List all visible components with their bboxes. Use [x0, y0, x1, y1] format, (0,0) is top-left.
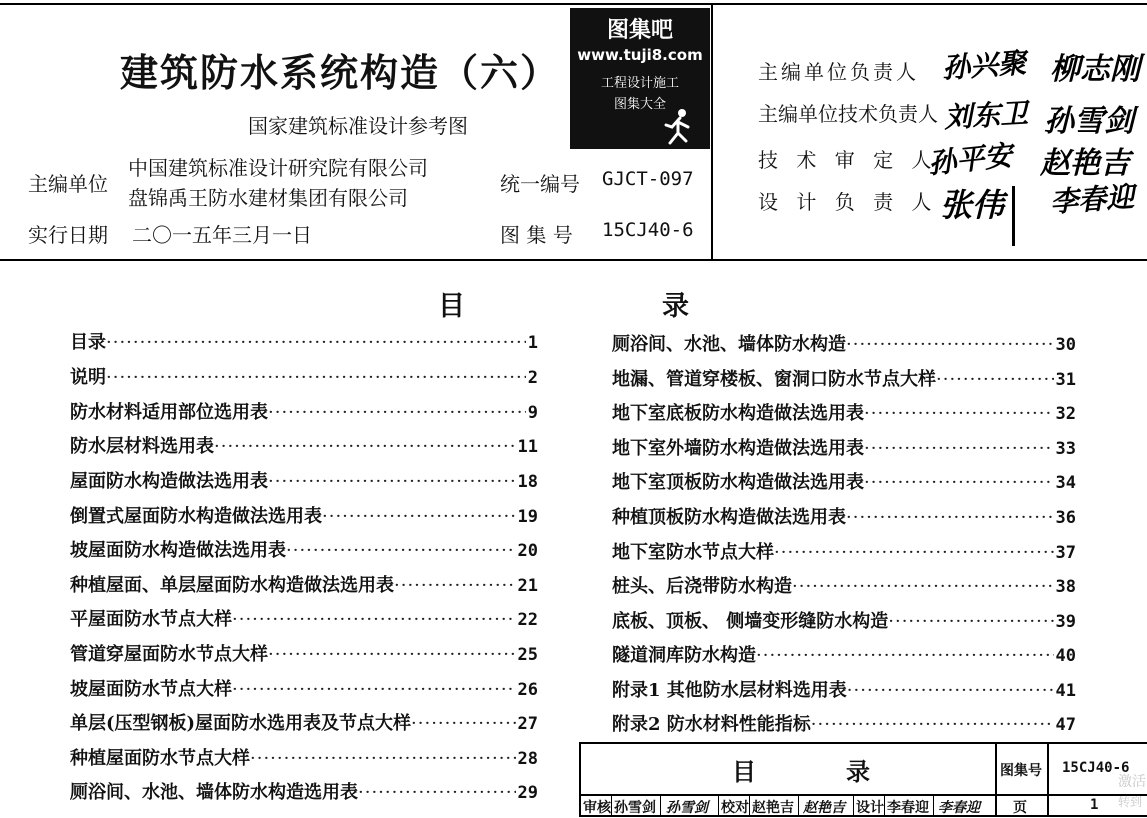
atlas-no-label: 图 集 号	[500, 223, 573, 247]
toc-item[interactable]: 地下室防水节点大样 ····· 37	[612, 538, 1076, 564]
toc-item[interactable]: 管道穿屋面防水节点大样 ····· 25	[70, 640, 538, 666]
tuji8-logo	[570, 8, 710, 149]
date-value: 二〇一五年三月一日	[132, 223, 312, 247]
toc-heading-left: 目	[438, 291, 465, 322]
review-label: 审核	[583, 800, 611, 816]
review-name: 孙雪剑	[614, 800, 656, 816]
activation-watermark: 激活 转到	[1118, 774, 1146, 809]
toc-item[interactable]: 说明 ····· 2	[70, 363, 538, 389]
toc-item[interactable]: 厕浴间、水池、墙体防水构造选用表 ····· 29	[70, 778, 538, 804]
check-label: 校对	[721, 800, 749, 816]
title-block-name-right: 录	[846, 758, 870, 786]
toc-item[interactable]: 防水材料适用部位选用表 ····· 9	[70, 398, 538, 424]
responsible-sig-4b: 李春迎	[1049, 180, 1136, 219]
document-subtitle: 国家建筑标准设计参考图	[248, 114, 468, 138]
toc-item[interactable]: 隧道洞库防水构造 ····· 40	[612, 641, 1076, 667]
responsible-sig-1a: 孙兴聚	[941, 46, 1028, 85]
design-label: 设计	[856, 800, 884, 816]
responsible-sig-2a: 刘东卫	[943, 96, 1029, 135]
unified-no-label: 统一编号	[500, 172, 580, 196]
date-label: 实行日期	[28, 223, 108, 247]
logo-slogan-2: 图集大全	[613, 97, 666, 112]
logo-name: 图集吧	[606, 18, 673, 43]
signature-stroke	[1012, 186, 1015, 246]
toc-item[interactable]: 附录2 防水材料性能指标 ····· 47	[612, 710, 1076, 736]
review-signature: 孙雪剑	[666, 800, 708, 816]
responsible-role-3: 技 术 审 定 人	[758, 148, 938, 172]
title-block-page-label: 页	[1013, 800, 1027, 816]
title-block-name-left: 目	[732, 758, 756, 786]
responsible-sig-2b: 孙雪剑	[1044, 104, 1134, 139]
toc-heading-right: 录	[662, 291, 689, 322]
toc-item[interactable]: 目录 ····· 1	[70, 328, 538, 354]
check-signature: 赵艳吉	[803, 800, 845, 816]
toc-item[interactable]: 防水层材料选用表 ····· 11	[70, 432, 538, 458]
responsible-role-1: 主编单位负责人	[758, 60, 919, 84]
toc-item[interactable]: 坡屋面防水构造做法选用表 ····· 20	[70, 536, 538, 562]
responsible-sig-3a: 孙平安	[926, 138, 1014, 181]
atlas-no-value: 15CJ40-6	[602, 219, 694, 241]
toc-item[interactable]: 桩头、后浇带防水构造 ····· 38	[612, 572, 1076, 598]
toc-item[interactable]: 底板、顶板、 侧墙变形缝防水构造 ····· 39	[612, 607, 1076, 633]
design-signature: 李春迎	[938, 800, 980, 816]
editor-label: 主编单位	[28, 172, 108, 196]
responsible-sig-1b: 柳志刚	[1050, 52, 1140, 87]
check-name: 赵艳吉	[752, 800, 794, 816]
toc-item[interactable]: 坡屋面防水节点大样 ····· 26	[70, 675, 538, 701]
toc-item[interactable]: 地下室底板防水构造做法选用表 ····· 32	[612, 399, 1076, 425]
toc-item[interactable]: 附录1 其他防水层材料选用表 ····· 41	[612, 676, 1076, 702]
header-bottom-border	[0, 259, 1147, 261]
toc-item[interactable]: 平屋面防水节点大样 ····· 22	[70, 605, 538, 631]
toc-item[interactable]: 种植顶板防水构造做法选用表 ····· 36	[612, 503, 1076, 529]
design-name: 李春迎	[887, 800, 929, 816]
toc-item[interactable]: 倒置式屋面防水构造做法选用表 ····· 19	[70, 502, 538, 528]
logo-slogan-1: 工程设计施工	[600, 76, 679, 91]
header-divider	[711, 4, 713, 260]
header-top-border	[0, 3, 1147, 5]
figure-icon	[656, 107, 696, 145]
responsible-sig-3b: 赵艳吉	[1040, 146, 1130, 181]
toc-item[interactable]: 厕浴间、水池、墙体防水构造 ····· 30	[612, 330, 1076, 356]
toc-item[interactable]: 种植屋面、单层屋面防水构造做法选用表 ····· 21	[70, 571, 538, 597]
toc-item[interactable]: 屋面防水构造做法选用表 ····· 18	[70, 467, 538, 493]
title-block-atlas-label: 图集号	[1000, 763, 1042, 779]
responsible-sig-4a: 张伟	[940, 186, 1005, 224]
toc-item[interactable]: 地下室顶板防水构造做法选用表 ····· 34	[612, 468, 1076, 494]
responsible-role-2: 主编单位技术负责人	[758, 102, 938, 126]
document-title: 建筑防水系统构造（六）	[120, 51, 561, 95]
editor-unit-2: 盘锦禹王防水建材集团有限公司	[128, 186, 408, 210]
unified-no-value: GJCT-097	[602, 168, 694, 190]
editor-unit-1: 中国建筑标准设计研究院有限公司	[128, 156, 428, 180]
toc-item[interactable]: 单层(压型钢板)屋面防水选用表及节点大样 ····· 27	[70, 709, 538, 735]
logo-url: www.tuji8.com	[577, 46, 703, 64]
toc-item[interactable]: 种植屋面防水节点大样 ····· 28	[70, 744, 538, 770]
toc-item[interactable]: 地下室外墙防水构造做法选用表 ····· 33	[612, 434, 1076, 460]
responsible-role-4: 设 计 负 责 人	[758, 190, 938, 214]
toc-item[interactable]: 地漏、管道穿楼板、窗洞口防水节点大样 ····· 31	[612, 365, 1076, 391]
title-block-page-value: 1	[1090, 797, 1099, 813]
title-block-atlas-value: 15CJ40-6	[1062, 760, 1130, 776]
